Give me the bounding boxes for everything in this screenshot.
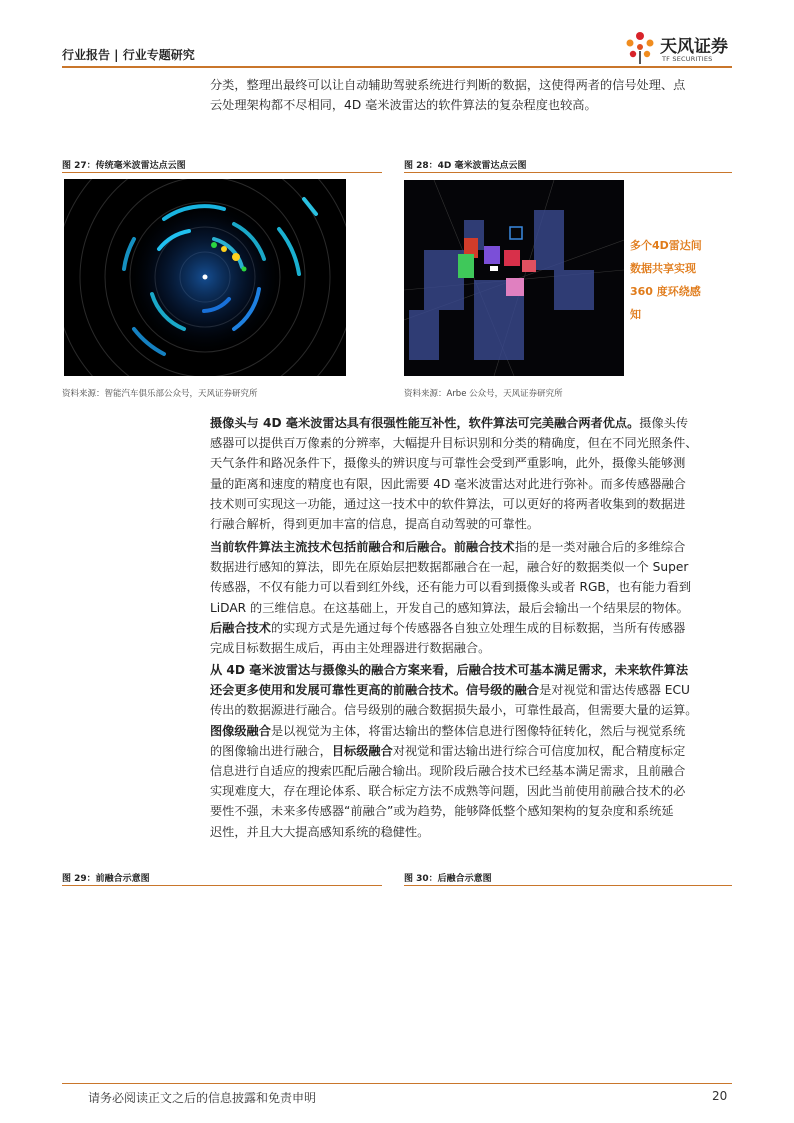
paragraph-line	[210, 781, 730, 801]
footer-divider	[62, 1083, 732, 1084]
company-logo	[622, 30, 734, 66]
header-divider	[62, 66, 732, 68]
paragraph-line	[210, 453, 730, 473]
text-run: 天气条件和路况条件下，摄像头的辨识度与可靠性会受到严重影响，此外，摄像头能够测	[210, 456, 686, 471]
text-run: LiDAR 的三维信息。在这基础上，开发自己的感知算法，最后会输出一个结果层的物体。	[210, 600, 689, 615]
bold-text-run: 从 4D 毫米波雷达与摄像头的融合方案来看，后融合技术可基本满足需求，未来软件算法	[210, 663, 689, 677]
paragraph-line	[210, 598, 730, 618]
body-paragraph-3	[210, 660, 730, 842]
paragraph-line	[210, 801, 730, 821]
paragraph-line	[210, 413, 730, 433]
bold-text-run: 信号级的融合	[465, 683, 540, 698]
paragraph-line	[210, 680, 730, 700]
intro-line-1: 分类，整理出最终可以让自动辅助驾驶系统进行判断的数据，这使得两者的信号处理、点	[210, 78, 686, 92]
report-header-title: 行业报告 | 行业专题研究	[62, 48, 195, 62]
body-paragraph-1	[210, 413, 730, 534]
text-run: 要性不强，未来多传感器“前融合”或为趋势，能够降低整个感知架构的复杂度和系统延	[210, 804, 674, 819]
text-run: 指的是一类对融合后的多维综合	[514, 540, 686, 554]
logo-chinese-text: 天风证券	[660, 37, 728, 57]
annotation-line-3: 360 度环绕感	[630, 285, 701, 298]
text-run: 实现难度大，存在理论体系、联合标定方法不成熟等问题，因此当前使用前融合技术的必	[210, 784, 686, 799]
figure-29-divider	[62, 885, 382, 886]
bold-text-run: 图像级融合	[210, 723, 271, 738]
bold-text-run: 前融合技术	[453, 540, 515, 554]
figure-27-caption: 图 27：传统毫米波雷达点云图	[62, 161, 186, 171]
annotation-line-2: 数据共享实现	[630, 262, 696, 275]
paragraph-line	[210, 618, 730, 638]
text-run: 对视觉和雷达输出进行综合可信度加权，配合精度标定	[392, 743, 686, 758]
figure-27-divider	[62, 172, 382, 173]
intro-line-2: 云处理架构都不尽相同，4D 毫米波雷达的软件算法的复杂程度也较高。	[210, 98, 597, 113]
paragraph-line	[210, 577, 730, 597]
text-run: 迟性，并且大大提高感知系统的稳健性。	[210, 824, 430, 839]
flower-logo-icon	[622, 30, 658, 66]
paragraph-line	[210, 474, 730, 494]
text-run: 感器可以提供百万像素的分辨率，大幅提升目标识别和分类的精确度，但在不同光照条件、	[210, 436, 698, 451]
text-run: 数据进行感知的算法，即先在原始层把数据都融合在一起，融合好的数据类似一个 Super	[210, 560, 689, 575]
figure-30-divider	[404, 885, 732, 886]
text-run: 传感器，不仅有能力可以看到红外线，还有能力可以看到摄像头或者 RGB，也有能力看到	[210, 580, 692, 595]
figure-28-caption: 图 28：4D 毫米波雷达点云图	[404, 161, 527, 171]
annotation-line-1: 多个4D雷达间	[630, 239, 702, 252]
figure-27-source: 资料来源：智能汽车俱乐部公众号，天风证券研究所	[62, 389, 258, 399]
text-run: 完成目标数据生成后，再由主处理器进行数据融合。	[210, 641, 491, 656]
bold-text-run: 当前软件算法主流技术包括前融合和后融合。	[210, 540, 454, 554]
text-run: 行融合解析，得到更加丰富的信息，提高自动驾驶的可靠性。	[210, 517, 540, 532]
bold-text-run: 后融合技术	[210, 620, 271, 635]
figure-28-source: 资料来源：Arbe 公众号，天风证券研究所	[404, 389, 563, 399]
paragraph-line	[210, 557, 730, 577]
figure-28-divider	[404, 172, 732, 173]
text-run: 技术则可实现这一功能，通过这一技术中的软件算法，可以更好的将两者收集到的数据进	[210, 496, 686, 511]
paragraph-line	[210, 822, 730, 842]
body-paragraph-2	[210, 537, 730, 658]
intro-paragraph	[210, 75, 730, 115]
logo-english-text: TF SECURITIES	[662, 55, 713, 63]
bold-text-run: 目标级融合	[331, 743, 393, 758]
paragraph-line	[210, 537, 730, 557]
paragraph-line	[210, 660, 730, 680]
figure-27-radar-point-cloud-image	[64, 179, 346, 376]
bold-text-run: 还会更多使用和发展可靠性更高的前融合技术。	[210, 683, 466, 698]
annotation-line-4: 知	[630, 308, 641, 321]
figure-28-annotation	[630, 234, 724, 326]
paragraph-line	[210, 700, 730, 720]
text-run: 摄像头传	[639, 416, 689, 430]
figure-28-4d-radar-point-cloud-image	[404, 180, 624, 376]
text-run: 量的距离和速度的精度也有限，因此需要 4D 毫米波雷达对此进行弥补。而多传感器融合	[210, 476, 686, 491]
paragraph-line	[210, 514, 730, 534]
text-run: 的实现方式是先通过每个传感器各自独立处理生成的目标数据，当所有传感器	[270, 620, 686, 635]
paragraph-line	[210, 494, 730, 514]
figure-29-caption: 图 29：前融合示意图	[62, 874, 150, 884]
text-run: 的图像输出进行融合，	[210, 743, 332, 758]
page-number: 20	[712, 1089, 728, 1103]
text-run: 是以视觉为主体，将雷达输出的整体信息进行图像特征转化，然后与视觉系统	[270, 723, 686, 738]
paragraph-line	[210, 638, 730, 658]
footer-disclaimer: 请务必阅读正文之后的信息披露和免责申明	[88, 1091, 317, 1105]
paragraph-line	[210, 433, 730, 453]
paragraph-line	[210, 761, 730, 781]
bold-text-run: 摄像头与 4D 毫米波雷达具有很强性能互补性，软件算法可完美融合两者优点。	[210, 416, 640, 430]
text-run: 是对视觉和雷达传感器 ECU	[539, 683, 690, 698]
paragraph-line	[210, 721, 730, 741]
figure-30-caption: 图 30：后融合示意图	[404, 874, 492, 884]
text-run: 信息进行自适应的搜索匹配后融合输出。现阶段后融合技术已经基本满足需求，且前融合	[210, 764, 686, 779]
paragraph-line	[210, 741, 730, 761]
text-run: 传出的数据源进行融合。信号级别的融合数据损失最小，可靠性最高，但需要大量的运算。	[210, 703, 698, 718]
